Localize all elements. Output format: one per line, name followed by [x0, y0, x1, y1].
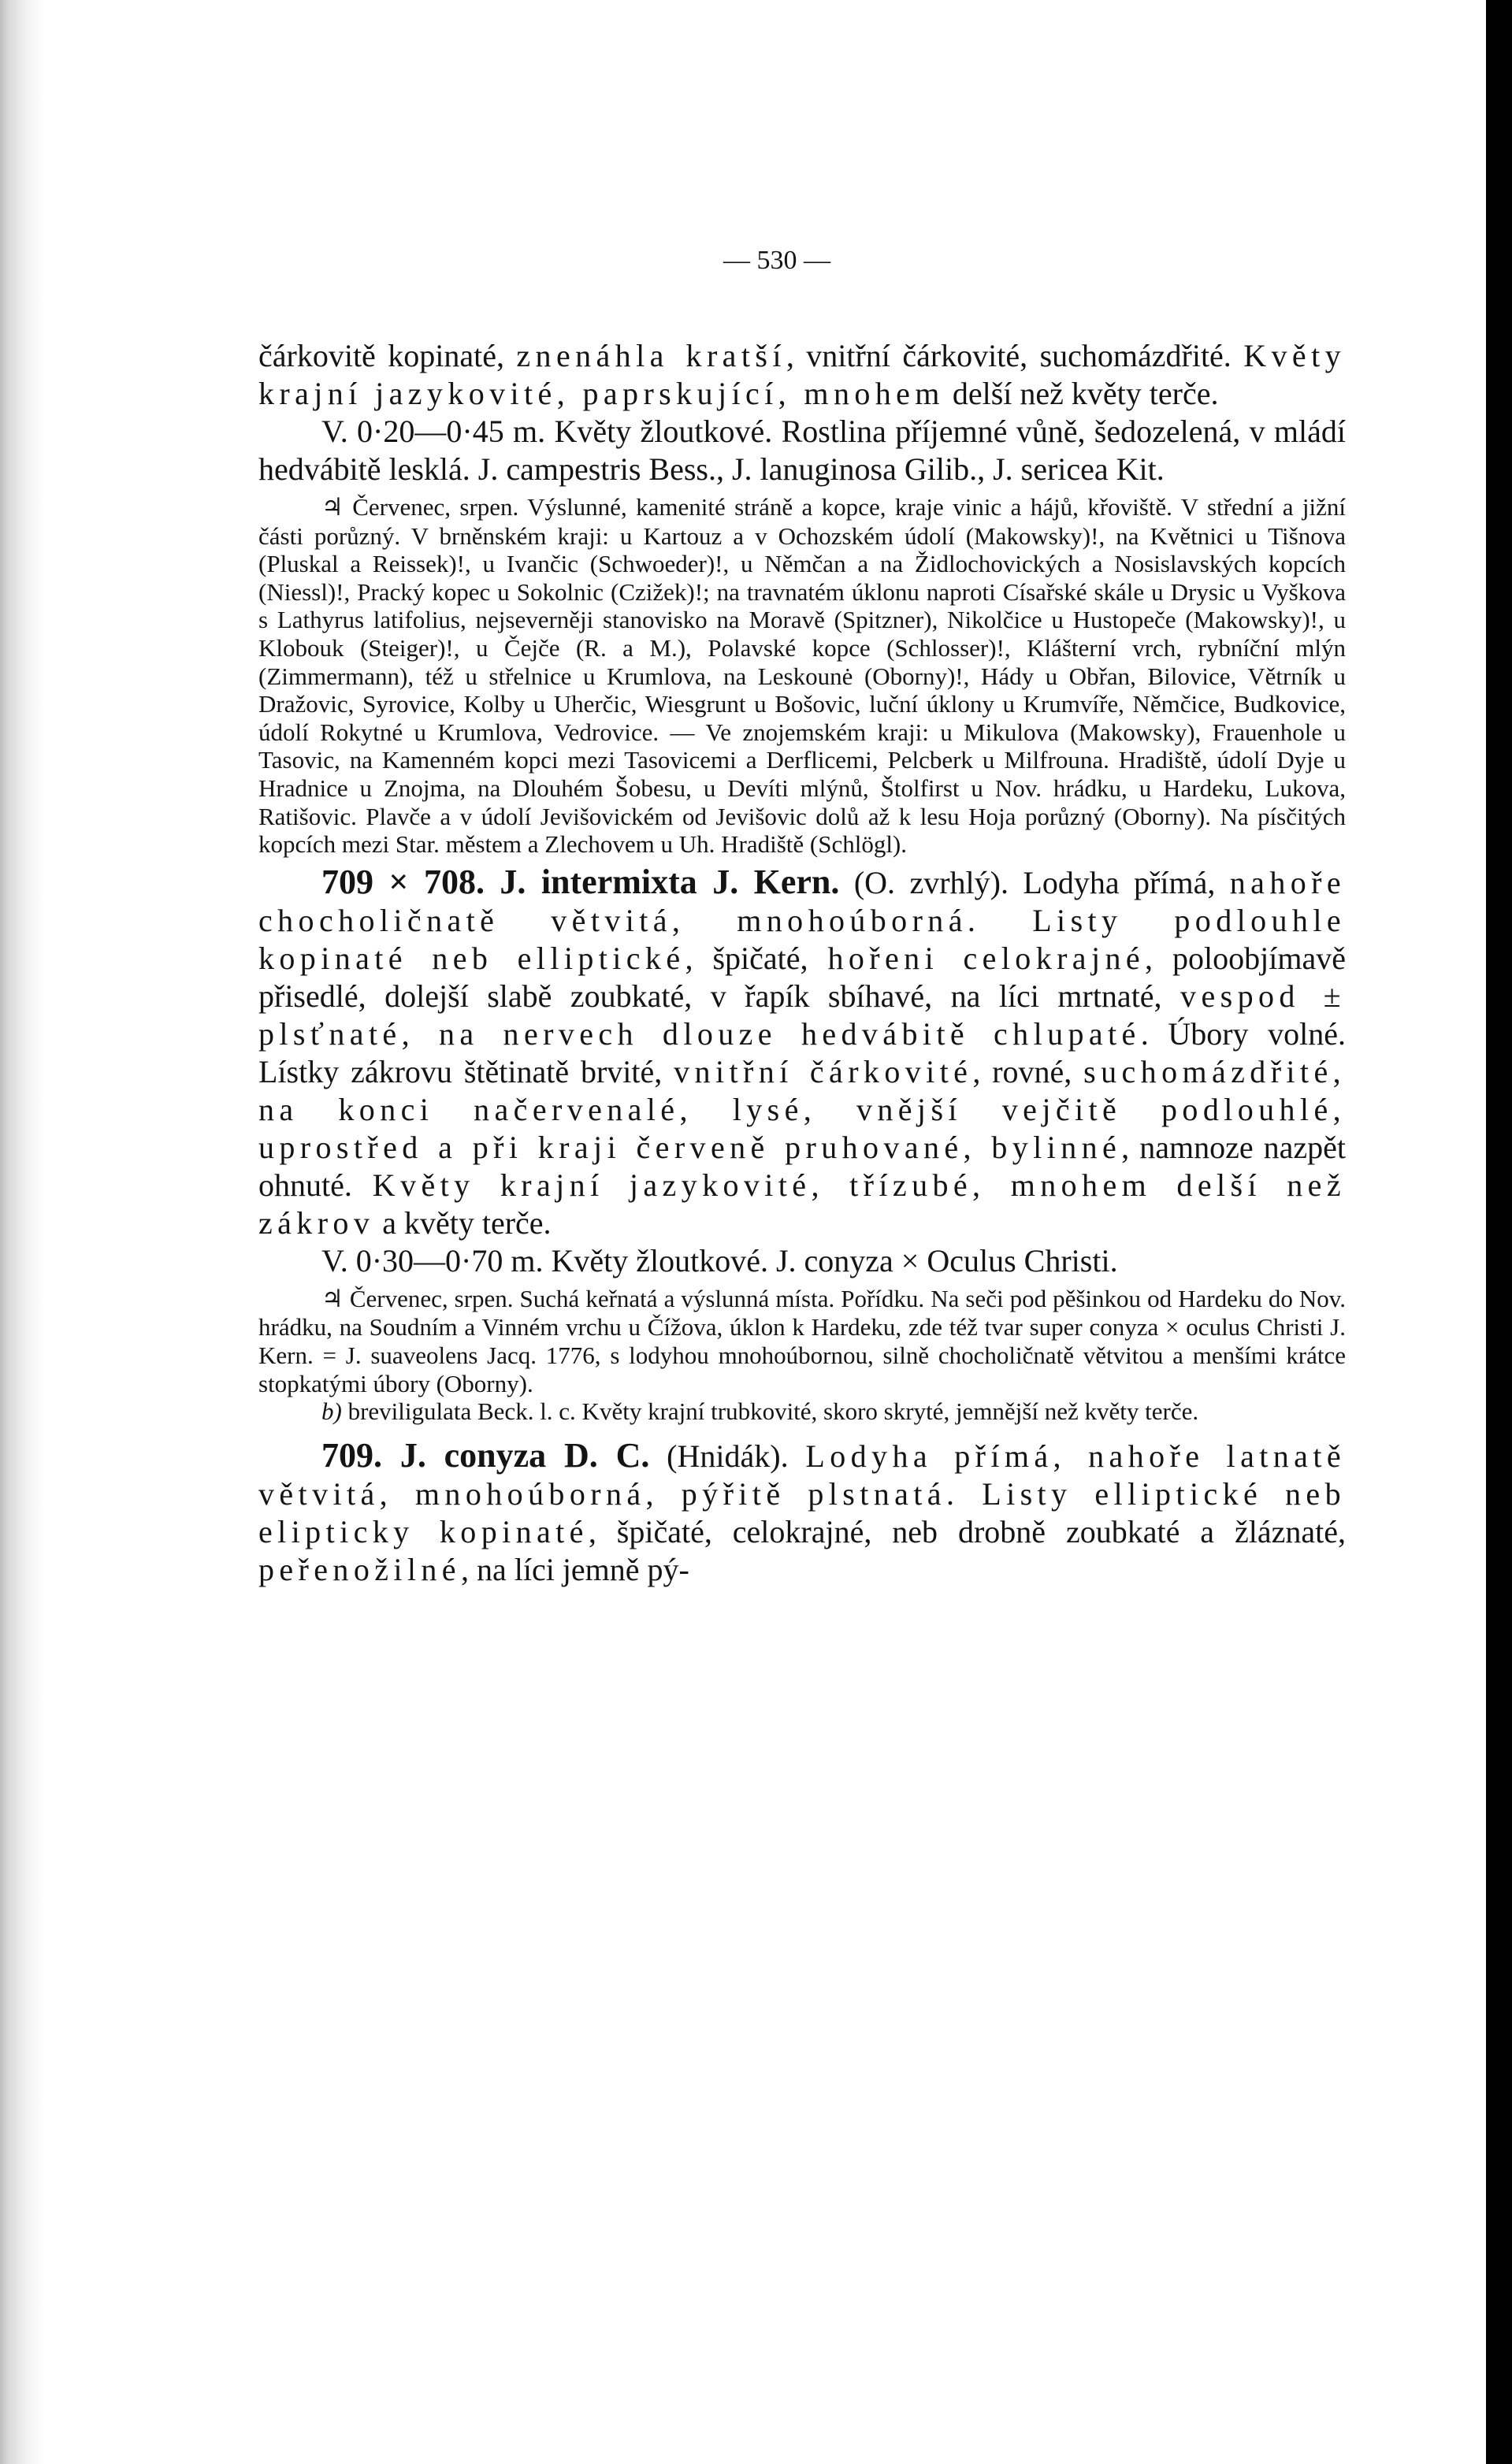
text-run: , rovné,	[972, 1053, 1084, 1089]
text-run: , namnoze nazpět ohnuté.	[258, 1129, 1346, 1203]
paragraph-species-intermixta	[258, 863, 1346, 1242]
paragraph-description-continued	[258, 337, 1346, 413]
perennial-symbol-icon: ♃	[321, 1284, 344, 1313]
page-number: — 530 —	[723, 246, 830, 275]
paragraph-localities-2	[258, 1285, 1346, 1397]
text-run: čárkovitě kopinaté,	[258, 338, 517, 373]
spaced-text-run: Květy krajní jazykovité, paprskující, mnohem	[258, 338, 1347, 411]
text-run: delší než květy terče.	[944, 376, 1219, 411]
paragraph-height-note	[258, 413, 1346, 488]
text-run: Červenec, srpen. Výslunné, kamenité stráně a kopce, kraje vinic a hájů, křoviště. V střední a jižní části porůzný. V brněnském kraji: u Kartouz a v Ochozském údolí (Makowsky)!, na Květnici u Tišnova (Pluskal a Reissek)!, u Ivančic (Schwoeder)!, u Němčan a na Židlochovických a Nosislavských kopcích (Niessl)!, Pracký kopec u Sokolnic (Czižek)!; na travnatém úklonu naproti Císařské skále u Drysic u Vyškova s Lathyrus latifolius, nejseverněji stanovisko na Moravě (Spitzner), Nikolčice u Hustopeče (Makowsky)!, u Klobouk (Steiger)!, u Čejče (R. a M.), Polavské kopce (Schlosser)!, Klášterní vrch, rybníční mlýn (Zimmermann), též u střelnice u Krumlova, na Leskounė (Oborny)!, Hády u Obřan, Bilovice, Větrník u Dražovic, Syrovice, Kolby u Uherčic, Wiesgrunt u Bošovic, luční úklony u Krumvíře, Němčice, Budkovice, údolí Rokytné u Krumlova, Vedrovice. — Ve znojemském kraji: u Mikulova (Makowsky), Frauenhole u Tasovic, na Kamenném kopci mezi Tasovicemi a Derflicemi, Pelcberk u Milfrouna. Hradiště, údolí Dyje u Hradnice u Znojma, na Dlouhém Šobesu, u Devíti mlýnů, Štolfirst u Nov. hrádku, u Hardeku, Lukova, Ratišovic. Plavče a v údolí Jevišovickém od Jevišovic dolů až k lesu Hoja porůzný (Oborny). Na písčitých kopcích mezi Star. městem a Zlechovem u Uh. Hradiště (Schlögl).	[258, 493, 1346, 859]
paragraph-localities	[258, 493, 1346, 859]
text-run: , poloobjímavě přisedlé, dolejší slabě zoubkaté, v řapík sbíhavé, na líci mrtnaté,	[258, 940, 1346, 1014]
text-run: . Úbory volné. Lístky zákrovu štětinatě brvité,	[258, 1015, 1346, 1089]
text-run: , špičaté,	[685, 940, 828, 976]
text-run: V. 0·20—0·45 m. Květy žloutkové. Rostlina příjemné vůně, šedozelená, v mládí hedvábitě lesklá. J. campestris Bess., J. lanuginosa Gilib., J. sericea Kit.	[258, 414, 1346, 487]
species-heading: 709. J. conyza D. C.	[321, 1435, 650, 1475]
text-run: (Hnidák).	[649, 1438, 806, 1474]
paragraph-species-conyza	[258, 1437, 1346, 1589]
spaced-text-run: znenáhla kratší	[516, 338, 786, 373]
text-run: (O. zvrhlý). Lodyha přímá,	[839, 864, 1230, 900]
text-run: , vnitřní čárkovité, suchomázdřité.	[786, 338, 1244, 373]
variety-label: b)	[321, 1397, 342, 1426]
spaced-text-run: Květy krajní jazykovité, třízubé, mnohem delší než zákrov	[258, 1167, 1346, 1241]
spaced-text-run: peřenožilné	[258, 1551, 461, 1587]
page-text	[258, 337, 1346, 1589]
text-run: breviligulata Beck. l. c. Květy krajní trubkovité, skoro skryté, jemnější než květy terče.	[341, 1397, 1199, 1426]
spaced-text-run: vespod ± plsťnaté, na nervech dlouze hedvábitě chlupaté	[258, 978, 1347, 1052]
text-run: V. 0·30—0·70 m. Květy žloutkové. J. conyza × Oculus Christi.	[321, 1242, 1118, 1278]
paragraph-height-note-2	[258, 1242, 1346, 1280]
text-run: a květy terče.	[374, 1204, 552, 1241]
spaced-text-run: hořeni celokrajné	[827, 940, 1146, 976]
species-heading: 709 × 708. J. intermixta J. Kern.	[321, 862, 840, 901]
spaced-text-run: vnitřní čárkovité	[674, 1053, 973, 1089]
text-run: , špičaté, celokrajné, neb drobně zoubkaté a žláznaté,	[588, 1513, 1346, 1549]
perennial-symbol-icon: ♃	[321, 493, 344, 521]
spaced-text-run: suchomázdřité, na konci načervenalé, lysé, vnější vejčitě podlouhlé, uprostřed a při kraji červeně pruhované, bylinné	[258, 1053, 1346, 1165]
page-left-shadow	[0, 0, 44, 2464]
spaced-text-run: Lodyha přímá, nahoře latnatě větvitá, mnohoúborná, pýřitě plstnatá. Listy elliptické neb elipticky kopinaté	[258, 1438, 1346, 1549]
text-run: , na líci jemně pý-	[460, 1551, 689, 1587]
paragraph-variety-b	[258, 1397, 1346, 1426]
scan-right-border	[1486, 0, 1512, 2464]
text-run: Červenec, srpen. Suchá keřnatá a výslunná místa. Pořídku. Na seči pod pěšinkou od Hardeku do Nov. hrádku, na Soudním a Vinném vrchu u Čížova, úklon k Hardeku, zde též tvar super conyza × oculus Christi J. Kern. = J. suaveolens Jacq. 1776, s lodyhou mnohoúbornou, silně chocholičnatě větvitou a menšími krátce stopkatými úbory (Oborny).	[258, 1284, 1346, 1397]
spaced-text-run: nahoře chocholičnatě větvitá, mnohoúborná. Listy podlouhle kopinaté neb elliptické	[258, 864, 1347, 976]
